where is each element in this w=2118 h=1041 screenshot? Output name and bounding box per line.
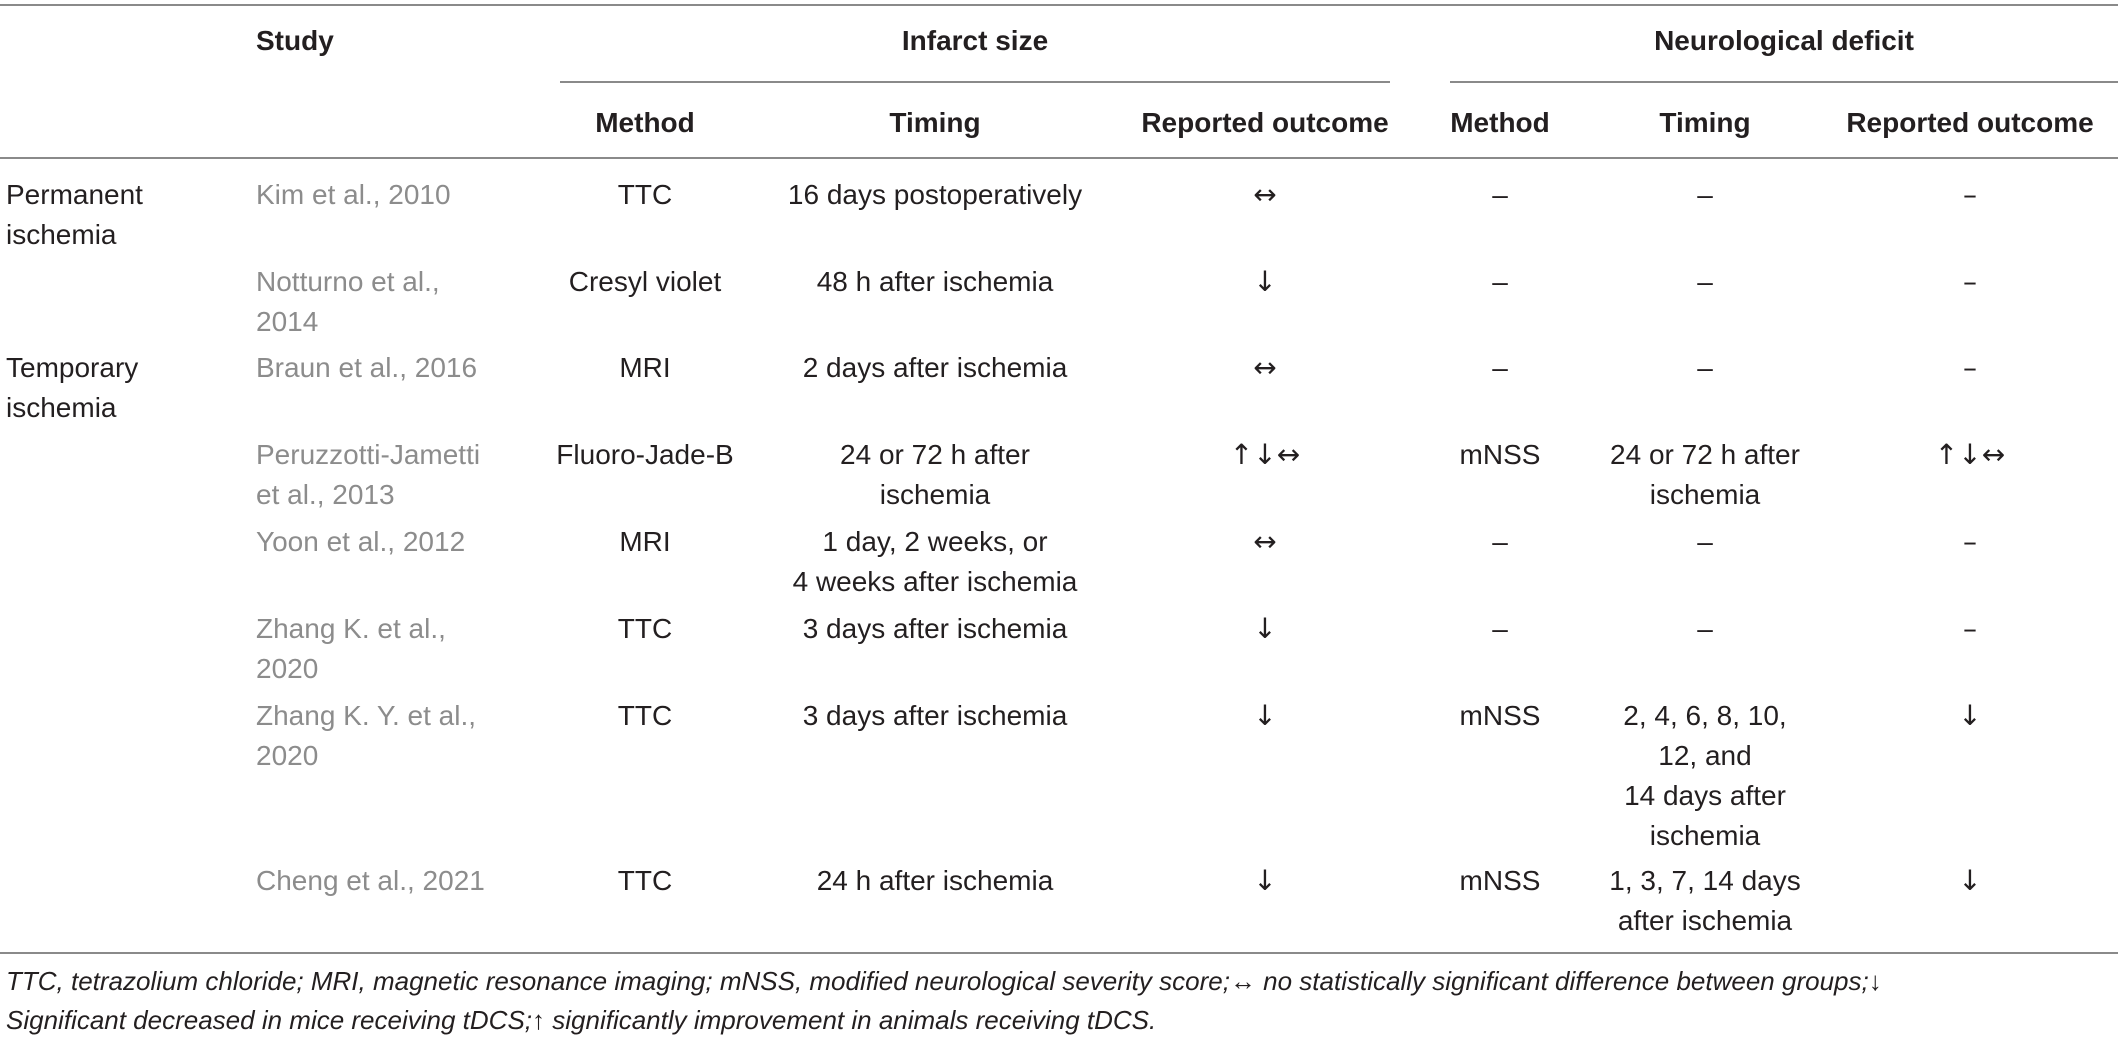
infarct-outcome-cell — [1120, 262, 1410, 302]
infarct-outcome-cell — [1120, 696, 1410, 736]
neuro-outcome-cell-line: ↓ — [1958, 699, 1982, 732]
neuro-outcome-cell-line: ↓ — [1958, 864, 1982, 897]
infarct-method-cell — [540, 696, 750, 736]
neuro-method-cell-line: – — [1492, 352, 1508, 383]
group-label-line: ischemia — [6, 392, 117, 423]
neuro-method-cell — [1430, 435, 1570, 475]
neuro-timing-cell-line: 2, 4, 6, 8, 10, — [1623, 700, 1787, 731]
study-cell — [256, 175, 556, 215]
neuro-method-cell — [1430, 175, 1570, 215]
infarct-outcome-cell-line: ↓ — [1253, 612, 1277, 645]
infarct-outcome-cell-line: ↔ — [1253, 525, 1277, 558]
infarct-outcome-cell — [1120, 609, 1410, 649]
neuro-timing-cell — [1580, 696, 1830, 856]
infarct-timing-cell-line: 24 h after ischemia — [816, 865, 1054, 896]
infarct-outcome-cell — [1120, 348, 1410, 388]
neuro-method-cell — [1430, 609, 1570, 649]
table-top-rule — [0, 4, 2118, 6]
neuro-outcome-cell — [1830, 522, 2110, 562]
neuro-timing-cell-line: ischemia — [1649, 820, 1761, 851]
neuro-method-cell-line: – — [1492, 613, 1508, 644]
infarct-timing-cell — [760, 348, 1110, 388]
footnote-line: Significant decreased in mice receiving tDCS;↑ significantly improvement in animals receiving tDCS. — [6, 1005, 1157, 1035]
infarct-method-cell-line: Fluoro-Jade-B — [556, 439, 734, 470]
neuro-method-cell-line: mNSS — [1459, 700, 1541, 731]
neuro-outcome-cell-line: – — [1963, 612, 1977, 645]
neuro-timing-cell-line: 14 days after — [1624, 780, 1786, 811]
infarct-method-cell-line: Cresyl violet — [568, 266, 722, 297]
header-neuro-method: Method — [1450, 107, 1550, 138]
neuro-timing-cell-line: – — [1697, 266, 1713, 297]
infarct-timing-cell-line: 3 days after ischemia — [802, 700, 1068, 731]
infarct-outcome-cell — [1120, 175, 1410, 215]
infarct-method-cell — [540, 861, 750, 901]
neuro-timing-cell-line: 24 or 72 h after — [1610, 439, 1800, 470]
study-cell — [256, 696, 556, 776]
neuro-method-cell — [1430, 262, 1570, 302]
infarct-timing-cell — [760, 861, 1110, 901]
neuro-method-cell-line: mNSS — [1459, 439, 1541, 470]
study-cell-line: Notturno et al., — [256, 266, 440, 297]
infarct-outcome-cell-line: ↓ — [1253, 265, 1277, 298]
table-bottom-rule — [0, 952, 2118, 954]
infarct-outcome-cell — [1120, 522, 1410, 562]
neuro-method-cell-line: – — [1492, 526, 1508, 557]
study-cell-line: Braun et al., 2016 — [256, 352, 478, 383]
group-label-line: Permanent — [6, 179, 143, 210]
infarct-outcome-cell-line: ↔ — [1253, 351, 1277, 384]
infarct-timing-cell-line: 2 days after ischemia — [802, 352, 1068, 383]
infarct-timing-cell-line: 16 days postoperatively — [787, 179, 1083, 210]
infarct-timing-cell — [760, 175, 1110, 215]
neuro-outcome-cell — [1830, 175, 2110, 215]
study-cell — [256, 348, 556, 388]
neuro-method-cell-line: mNSS — [1459, 865, 1541, 896]
infarct-method-cell-line: TTC — [617, 700, 673, 731]
infarct-outcome-cell-line: ↓ — [1253, 864, 1277, 897]
neuro-outcome-cell-line: – — [1963, 265, 1977, 298]
infarct-timing-cell-line: 24 or 72 h after — [840, 439, 1030, 470]
study-cell-line: 2014 — [256, 306, 319, 337]
infarct-timing-cell — [760, 262, 1110, 302]
neuro-group-rule — [1450, 81, 2118, 83]
study-cell-line: Kim et al., 2010 — [256, 179, 451, 210]
header-infarct-method: Method — [595, 107, 695, 138]
study-cell — [256, 435, 556, 515]
neuro-outcome-cell — [1830, 609, 2110, 649]
neuro-timing-cell — [1580, 262, 1830, 302]
infarct-method-cell-line: TTC — [617, 179, 673, 210]
header-infarct-timing: Timing — [889, 107, 981, 138]
neuro-timing-cell-line: 1, 3, 7, 14 days — [1609, 865, 1801, 896]
neuro-outcome-cell-line: – — [1963, 178, 1977, 211]
study-cell-line: Yoon et al., 2012 — [256, 526, 466, 557]
neuro-method-cell-line: – — [1492, 179, 1508, 210]
infarct-group-rule — [560, 81, 1390, 83]
header-neurological-deficit: Neurological deficit — [1654, 25, 1914, 56]
neuro-timing-cell — [1580, 609, 1830, 649]
infarct-timing-cell — [760, 435, 1110, 515]
header-study: Study — [256, 25, 334, 56]
infarct-method-cell-line: TTC — [617, 613, 673, 644]
infarct-outcome-cell — [1120, 861, 1410, 901]
group-label — [6, 175, 226, 255]
neuro-method-cell-line: – — [1492, 266, 1508, 297]
neuro-timing-cell-line: – — [1697, 352, 1713, 383]
infarct-timing-cell-line: 4 weeks after ischemia — [792, 566, 1078, 597]
neuro-method-cell — [1430, 348, 1570, 388]
neuro-outcome-cell — [1830, 861, 2110, 901]
study-cell — [256, 522, 556, 562]
study-cell-line: Peruzzotti-Jametti — [256, 439, 481, 470]
neuro-timing-cell-line: – — [1697, 526, 1713, 557]
neuro-timing-cell — [1580, 522, 1830, 562]
neuro-timing-cell — [1580, 861, 1830, 941]
footnote-line: TTC, tetrazolium chloride; MRI, magnetic resonance imaging; mNSS, modified neurological severity score;↔ no statistically significant difference between groups;↓ — [6, 966, 1882, 996]
neuro-outcome-cell-line: – — [1963, 525, 1977, 558]
neuro-outcome-cell — [1830, 696, 2110, 736]
infarct-timing-cell-line: 3 days after ischemia — [802, 613, 1068, 644]
infarct-timing-cell — [760, 609, 1110, 649]
neuro-timing-cell — [1580, 435, 1830, 515]
infarct-timing-cell-line: 1 day, 2 weeks, or — [822, 526, 1048, 557]
header-infarct-outcome: Reported outcome — [1141, 107, 1389, 138]
neuro-outcome-cell-line: – — [1963, 351, 1977, 384]
study-cell-line: Zhang K. Y. et al., — [256, 700, 477, 731]
neuro-method-cell — [1430, 696, 1570, 736]
table-footnote — [6, 962, 2106, 1040]
infarct-outcome-cell — [1120, 435, 1410, 475]
study-cell-line: Zhang K. et al., — [256, 613, 446, 644]
study-cell-line: 2020 — [256, 740, 319, 771]
header-neuro-outcome: Reported outcome — [1846, 107, 2094, 138]
study-cell-line: 2020 — [256, 653, 319, 684]
infarct-method-cell — [540, 609, 750, 649]
infarct-method-cell-line: MRI — [619, 352, 671, 383]
study-cell-line: et al., 2013 — [256, 479, 395, 510]
study-cell — [256, 609, 556, 689]
infarct-method-cell — [540, 262, 750, 302]
infarct-method-cell — [540, 435, 750, 475]
neuro-timing-cell-line: – — [1697, 613, 1713, 644]
neuro-outcome-cell — [1830, 262, 2110, 302]
neuro-method-cell — [1430, 522, 1570, 562]
infarct-outcome-cell-line: ↓ — [1253, 699, 1277, 732]
group-label-line: Temporary — [6, 352, 139, 383]
infarct-method-cell — [540, 348, 750, 388]
group-label — [6, 348, 226, 428]
study-cell — [256, 861, 556, 901]
study-cell — [256, 262, 556, 342]
infarct-timing-cell — [760, 696, 1110, 736]
neuro-timing-cell-line: 12, and — [1658, 740, 1752, 771]
neuro-timing-cell — [1580, 348, 1830, 388]
study-cell-line: Cheng et al., 2021 — [256, 865, 485, 896]
infarct-outcome-cell-line: ↑↓↔ — [1229, 438, 1301, 471]
header-neuro-timing: Timing — [1659, 107, 1751, 138]
infarct-method-cell-line: TTC — [617, 865, 673, 896]
neuro-timing-cell-line: – — [1697, 179, 1713, 210]
neuro-outcome-cell — [1830, 348, 2110, 388]
header-bottom-rule — [0, 157, 2118, 159]
group-label-line: ischemia — [6, 219, 117, 250]
neuro-timing-cell — [1580, 175, 1830, 215]
neuro-outcome-cell — [1830, 435, 2110, 475]
neuro-method-cell — [1430, 861, 1570, 901]
infarct-method-cell — [540, 522, 750, 562]
neuro-outcome-cell-line: ↑↓↔ — [1934, 438, 2006, 471]
infarct-method-cell-line: MRI — [619, 526, 671, 557]
infarct-method-cell — [540, 175, 750, 215]
infarct-timing-cell — [760, 522, 1110, 602]
header-infarct-size: Infarct size — [901, 25, 1049, 56]
infarct-outcome-cell-line: ↔ — [1253, 178, 1277, 211]
neuro-timing-cell-line: after ischemia — [1617, 905, 1793, 936]
infarct-timing-cell-line: ischemia — [879, 479, 991, 510]
neuro-timing-cell-line: ischemia — [1649, 479, 1761, 510]
infarct-timing-cell-line: 48 h after ischemia — [816, 266, 1054, 297]
